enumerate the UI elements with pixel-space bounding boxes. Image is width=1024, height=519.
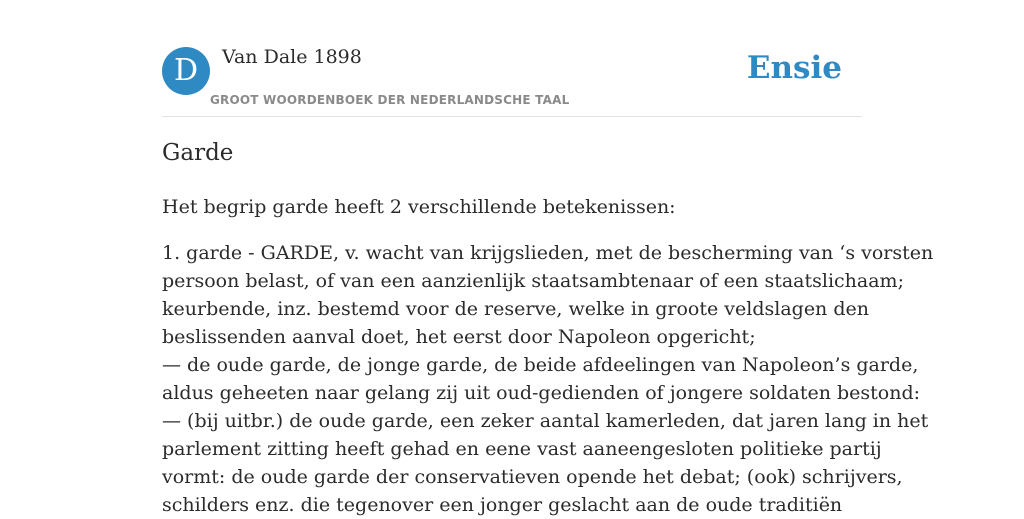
page-content	[162, 0, 934, 516]
definition-line: keurbende, inz. bestemd voor de reserve, welke in groote veldslagen den	[162, 298, 869, 320]
definition-line: 1. garde - GARDE, v. wacht van krijgslieden, met de bescherming van ‘s vorsten	[162, 242, 934, 264]
definition-line: beslissenden aanval doet, het eerst door Napoleon opgericht;	[162, 326, 756, 348]
ensie-brand-link[interactable]: Ensie	[746, 50, 842, 86]
dictionary-logo[interactable]: D	[162, 47, 210, 95]
definition-body	[162, 239, 934, 519]
definition-line: aldus geheeten naar gelang zij uit oud-gedienden of jongere soldaten bestond:	[162, 382, 921, 404]
definition-line: — de oude garde, de jonge garde, de beide afdeelingen van Napoleon’s garde,	[162, 354, 919, 376]
dictionary-title[interactable]: Van Dale 1898	[222, 46, 362, 68]
definition-line: vormt: de oude garde der conservatieven opende het debat; (ook) schrijvers,	[162, 466, 903, 488]
definition-line: schilders enz. die tegenover een jonger geslacht aan de oude traditiën	[162, 494, 843, 516]
dictionary-subtitle: GROOT WOORDENBOEK DER NEDERLANDSCHE TAAL	[210, 93, 570, 107]
definition-line: — (bij uitbr.) de oude garde, een zeker aantal kamerleden, dat jaren lang in het	[162, 410, 929, 432]
dictionary-header	[162, 0, 862, 117]
definition-line: parlement zitting heeft gehad en eene vast aaneengesloten politieke partij	[162, 438, 882, 460]
definition-line: persoon belast, of van een aanzienlijk staatsambtenaar of een staatslichaam;	[162, 270, 904, 292]
intro-text: Het begrip garde heeft 2 verschillende betekenissen:	[162, 196, 676, 218]
page-title: Garde	[162, 140, 234, 166]
